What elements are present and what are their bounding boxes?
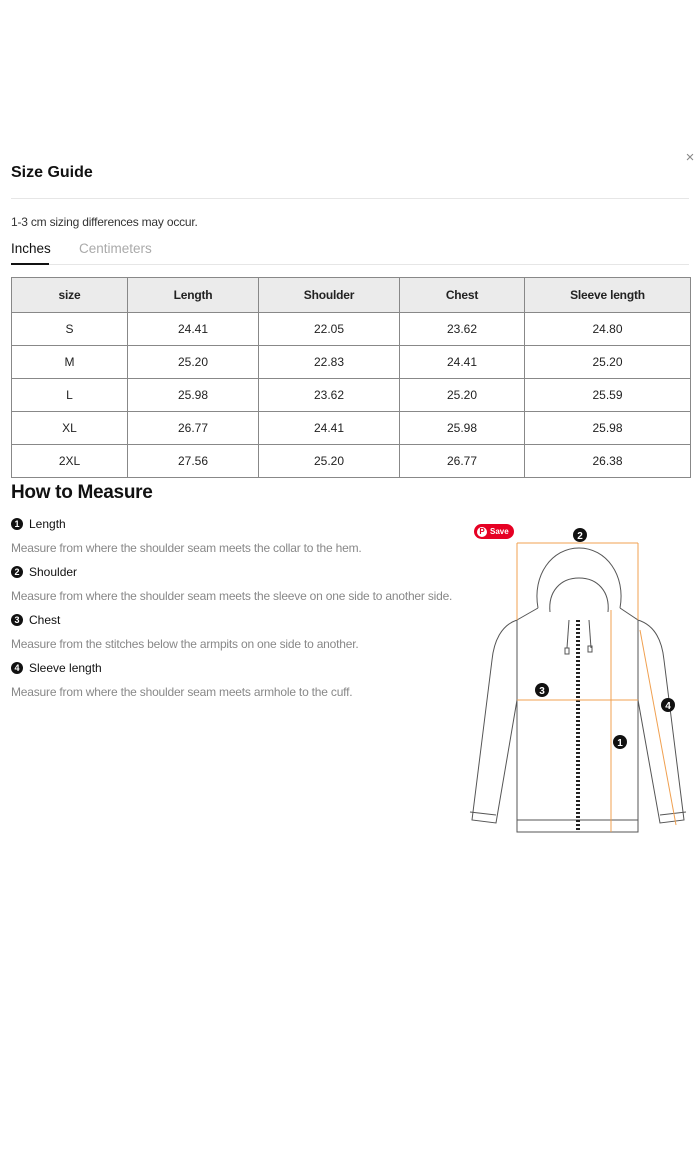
measure-label: Length — [29, 517, 66, 531]
active-tab-indicator — [11, 263, 49, 265]
number-badge-2: 2 — [11, 566, 23, 578]
hood-inner — [550, 578, 608, 612]
table-cell: XL — [12, 412, 128, 445]
marker-4 — [661, 698, 675, 712]
pinterest-icon: P — [477, 527, 487, 537]
left-sleeve — [472, 620, 517, 823]
marker-2 — [573, 528, 587, 542]
measure-item-sleeve-length — [11, 661, 102, 675]
table-cell: L — [12, 379, 128, 412]
pinterest-save-button[interactable] — [474, 524, 514, 539]
table-cell: 24.41 — [400, 346, 525, 379]
svg-text:1: 1 — [617, 738, 623, 749]
table-cell: 25.20 — [128, 346, 259, 379]
sizing-note: 1-3 cm sizing differences may occur. — [11, 215, 198, 229]
measure-label: Shoulder — [29, 565, 78, 579]
tab-inches[interactable]: Inches — [11, 241, 51, 256]
measure-description: Measure from where the shoulder seam meets armhole to the cuff. — [11, 685, 353, 699]
table-cell: S — [12, 313, 128, 346]
svg-text:4: 4 — [665, 701, 671, 712]
table-cell: M — [12, 346, 128, 379]
table-cell: 25.98 — [128, 379, 259, 412]
hoodie-measurement-diagram — [462, 520, 692, 840]
close-icon[interactable]: × — [685, 149, 695, 166]
measure-item-shoulder — [11, 565, 77, 579]
table-cell: 25.98 — [525, 412, 691, 445]
svg-text:2: 2 — [577, 531, 583, 542]
tabs-divider — [11, 264, 689, 265]
number-badge-4: 4 — [11, 662, 23, 674]
table-cell: 23.62 — [259, 379, 400, 412]
table-row — [12, 379, 691, 412]
measure-description: Measure from the stitches below the armpits on one side to another. — [11, 637, 359, 651]
table-header-row — [12, 278, 691, 313]
measure-description: Measure from where the shoulder seam meets the sleeve on one side to another side. — [11, 589, 453, 603]
modal-title: Size Guide — [11, 164, 93, 181]
column-header: Shoulder — [259, 278, 400, 313]
tab-centimeters[interactable]: Centimeters — [79, 241, 152, 256]
table-cell: 25.20 — [525, 346, 691, 379]
header-divider — [11, 198, 689, 199]
save-label: Save — [490, 527, 509, 536]
table-cell: 27.56 — [128, 445, 259, 478]
table-cell: 25.59 — [525, 379, 691, 412]
table-row — [12, 313, 691, 346]
table-cell: 24.80 — [525, 313, 691, 346]
measure-item-chest — [11, 613, 60, 627]
measure-label: Chest — [29, 613, 61, 627]
number-badge-1: 1 — [11, 518, 23, 530]
column-header: Sleeve length — [525, 278, 691, 313]
table-cell: 23.62 — [400, 313, 525, 346]
table-row — [12, 412, 691, 445]
table-cell: 26.38 — [525, 445, 691, 478]
table-cell: 25.20 — [400, 379, 525, 412]
marker-3 — [535, 683, 549, 697]
measure-item-length — [11, 517, 66, 531]
how-to-measure-heading: How to Measure — [11, 482, 153, 503]
table-cell: 22.83 — [259, 346, 400, 379]
right-sleeve — [638, 620, 684, 823]
measure-label: Sleeve length — [29, 661, 102, 675]
table-cell: 25.20 — [259, 445, 400, 478]
marker-1 — [613, 735, 627, 749]
measure-description: Measure from where the shoulder seam meets the collar to the hem. — [11, 541, 362, 555]
table-cell: 24.41 — [259, 412, 400, 445]
table-row — [12, 346, 691, 379]
size-table — [11, 277, 691, 478]
table-cell: 25.98 — [400, 412, 525, 445]
column-header: Chest — [400, 278, 525, 313]
table-row — [12, 445, 691, 478]
number-badge-3: 3 — [11, 614, 23, 626]
table-cell: 26.77 — [128, 412, 259, 445]
table-cell: 2XL — [12, 445, 128, 478]
column-header: size — [12, 278, 128, 313]
table-cell: 22.05 — [259, 313, 400, 346]
svg-text:3: 3 — [539, 686, 545, 697]
table-cell: 26.77 — [400, 445, 525, 478]
column-header: Length — [128, 278, 259, 313]
table-cell: 24.41 — [128, 313, 259, 346]
